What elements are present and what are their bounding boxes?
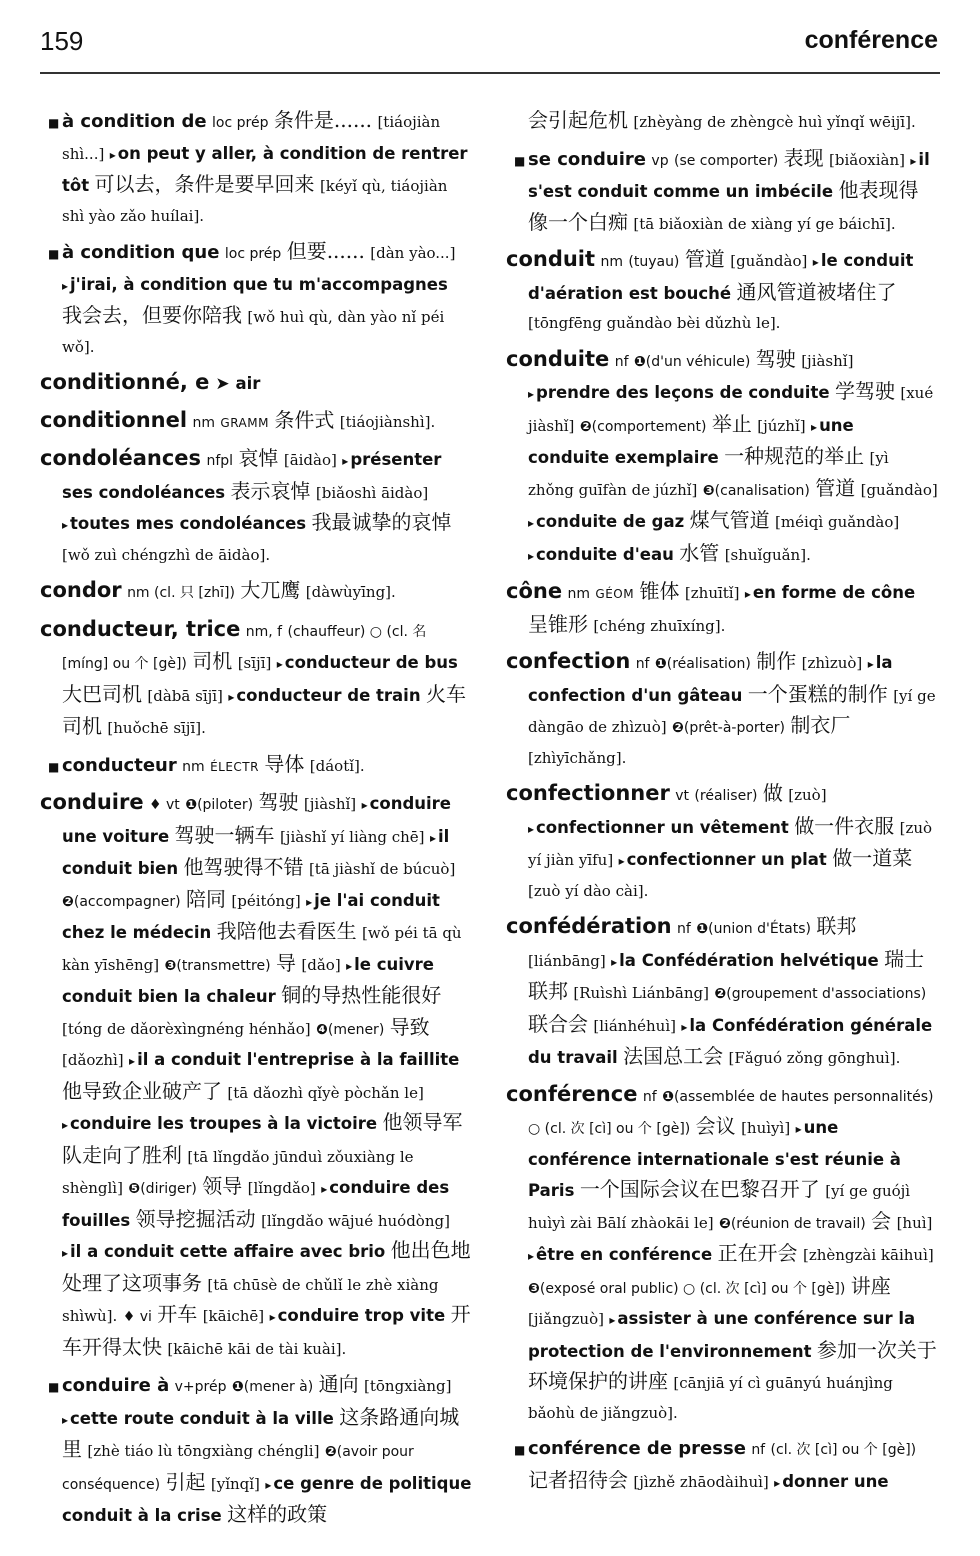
sense-number: ❹ xyxy=(316,1021,328,1038)
pinyin: [sījī] xyxy=(237,654,272,672)
sub-entry-marker: ■ xyxy=(514,153,526,168)
example: ▸ ce genre de politique conduit à la crise xyxy=(62,1474,471,1526)
translation: 举止 xyxy=(711,411,752,436)
example-translation: 可以去，条件是要早回来 xyxy=(94,172,315,196)
entry-conducteur-trice xyxy=(40,615,472,744)
example-translation: 火车司机 xyxy=(62,681,466,738)
example-translation: 煤气管道 xyxy=(689,508,770,532)
pinyin: [jiàshǐ] xyxy=(303,795,357,813)
example-pinyin: [tā jiàshǐ de búcuò] xyxy=(308,860,456,878)
translation: 制作 xyxy=(756,649,797,673)
pinyin: [jiǎngzuò] xyxy=(528,1310,604,1328)
translation: 管道 xyxy=(684,247,725,271)
example: ▸ j'irai, à condition que tu m'accompagnes xyxy=(62,275,448,294)
grammar-label: nfpl xyxy=(206,453,234,469)
pinyin: [liánhéhuì] xyxy=(593,1016,676,1035)
sense-number: ❶ xyxy=(662,1088,674,1105)
translation: 但要...... xyxy=(286,239,365,263)
example-pinyin: [shuǐguǎn]. xyxy=(724,545,811,564)
pinyin: [zhìyīchǎng]. xyxy=(528,748,627,767)
example: ▸ le conduit d'aération est bouché xyxy=(528,251,913,303)
headword: conditionné, e xyxy=(40,370,210,394)
sense-number: ❶ xyxy=(654,656,667,672)
example-pinyin: [lǐngdǎo wājué huódòng] xyxy=(261,1211,450,1230)
pinyin: [tiáojiàn shì...] xyxy=(62,113,441,163)
sense-note: (avoir pour conséquence) xyxy=(62,1444,414,1493)
sense-number: ❶ xyxy=(185,797,198,813)
entry-cone xyxy=(506,577,938,641)
headword: confectionner xyxy=(506,781,670,805)
example: ▸ il s'est conduit comme un imbécile xyxy=(528,150,930,202)
pinyin: [kāichē] xyxy=(202,1307,265,1325)
grammar-label: nm xyxy=(182,758,205,775)
entry-confectionner xyxy=(506,779,938,906)
headword: conducteur, trice xyxy=(40,616,241,641)
sub-entry-marker: ■ xyxy=(48,247,60,261)
pinyin: [dàwùyīng]. xyxy=(305,583,396,601)
translation: 哀悼 xyxy=(238,446,279,470)
sense-number: ❷ xyxy=(672,720,684,736)
example-pinyin: [wǒ huì qù, dàn yào nǐ péi wǒ]. xyxy=(62,308,445,356)
pinyin: [biǎoxiàn] xyxy=(829,150,905,169)
example: ▸ le cuivre conduit bien la chaleur xyxy=(62,955,434,1007)
example-pinyin: [biǎoshì āidào] xyxy=(315,483,429,502)
headword: à condition que xyxy=(62,242,220,263)
example: ▸ conducteur de train xyxy=(228,686,420,705)
field-label: GRAMM xyxy=(220,415,269,430)
example-translation: 大巴司机 xyxy=(62,681,142,706)
sense-note: (accompagner) xyxy=(73,893,181,910)
pinyin: [zhèyàng de zhèngcè huì yǐnqǐ wēijī]. xyxy=(633,113,916,131)
example-pinyin: [zhè tiáo lù tōngxiàng chéngli] xyxy=(87,1442,320,1460)
example: ▸ conduire trop vite xyxy=(270,1306,446,1325)
example-translation: 他导致企业破产了 xyxy=(62,1078,222,1103)
sense-note: (groupement d'associations) xyxy=(726,986,927,1002)
example-pinyin: [tā dǎozhì qǐyè pòchǎn le] xyxy=(227,1083,424,1102)
example-pinyin: [tā chūsè de chǔlǐ le zhè xiàng shìwù]. xyxy=(62,1275,439,1325)
translation: 联邦 xyxy=(816,914,857,938)
headword: conférence de presse xyxy=(528,1438,746,1459)
example: ▸ conduire les troupes à la victoire xyxy=(62,1114,377,1133)
grammar-label: nm xyxy=(600,254,623,270)
example-translation: 开车开得太快 xyxy=(62,1302,471,1359)
sense-note: (exposé oral public) ○ (cl. 次 [cì] ou 个 [gè]) xyxy=(539,1280,846,1297)
entry-a-condition-que xyxy=(40,237,472,362)
sense-note: (se comporter) xyxy=(673,152,779,169)
headword: conducteur xyxy=(62,754,177,776)
grammar-label: nm xyxy=(567,586,590,602)
headword: cône xyxy=(506,579,563,603)
headword: condoléances xyxy=(40,446,202,470)
sense-note: (tuyau) xyxy=(628,254,680,270)
pinyin: [āidào] xyxy=(283,451,337,469)
translation: 制衣厂 xyxy=(790,713,851,737)
example: ▸ la Confédération générale du travail xyxy=(528,1016,932,1068)
example-translation: 我最诚挚的哀悼 xyxy=(311,510,452,534)
sense-note: (union d'États) xyxy=(708,921,811,937)
translation: 管道 xyxy=(815,475,856,500)
right-column xyxy=(506,106,938,1504)
example-translation: 他出色地处理了这项事务 xyxy=(62,1238,471,1295)
example-translation: 他表现得像一个白痴 xyxy=(528,178,919,234)
example-pinyin: [huǒchē sījī]. xyxy=(107,719,206,737)
example: ▸ toutes mes condoléances xyxy=(62,514,306,533)
example: ▸ confectionner un vêtement xyxy=(528,818,789,837)
translation: 会议 xyxy=(695,1114,736,1138)
sense-number: ❷ xyxy=(579,418,592,435)
sub-entry-marker: ■ xyxy=(48,1380,60,1394)
grammar-label: loc prép xyxy=(212,115,269,131)
sense-note: (piloter) xyxy=(197,797,254,813)
example: ▸ conduire une voiture xyxy=(62,794,451,846)
translation: 导体 xyxy=(264,751,305,776)
sense-number: ❶ xyxy=(633,353,646,370)
sense-number: ❷ xyxy=(714,986,727,1002)
example-translation: 水管 xyxy=(679,540,720,565)
sense-number: ❸ xyxy=(164,957,177,974)
example-pinyin: [dàbā sījī] xyxy=(147,686,223,705)
pinyin: [jìzhě zhāodàihuì] xyxy=(633,1472,769,1491)
sense-note: (assemblée de hautes personnalités) ○ (cl. 次 [cì] ou 个 [gè]) xyxy=(528,1088,934,1137)
translation: 会 xyxy=(871,1208,892,1233)
entry-conditionne xyxy=(40,368,472,400)
page-number: 159 xyxy=(40,26,84,56)
example-pinyin: [zuò yí dào cài]. xyxy=(528,881,649,900)
example-translation: 表示哀悼 xyxy=(230,478,311,503)
translation: 开车 xyxy=(157,1302,198,1326)
example: ▸ une conférence internationale s'est réunie à Paris xyxy=(528,1118,901,1200)
entry-conduire-a xyxy=(40,1370,472,1532)
sub-entry-marker: ■ xyxy=(48,116,60,130)
headword: conditionnel xyxy=(40,407,188,432)
example: ▸ être en conférence xyxy=(528,1245,712,1264)
example: ▸ conduite d'eau xyxy=(528,545,674,564)
entry-confederation xyxy=(506,912,938,1074)
example: ▸ conduire des fouilles xyxy=(62,1178,449,1230)
example-translation: 参加一次关于环境保护的讲座 xyxy=(528,1337,937,1393)
sense-note: (réunion de travail) xyxy=(730,1215,866,1232)
example: ▸ je l'ai conduit chez le médecin xyxy=(62,891,440,943)
example-pinyin: [wǒ zuì chéngzhì de āidào]. xyxy=(62,545,271,564)
grammar-label: nf xyxy=(677,921,691,937)
example-translation: 学驾驶 xyxy=(834,379,895,403)
example-pinyin: [chéng zhuīxíng]. xyxy=(593,616,726,635)
entry-conduit xyxy=(506,245,938,339)
pinyin: [liánbāng] xyxy=(528,951,606,970)
translation: 通向 xyxy=(318,1372,359,1396)
pinyin: [péitóng] xyxy=(231,891,301,910)
headword: condor xyxy=(40,578,122,602)
pinyin: [yǐnqǐ] xyxy=(210,1474,260,1493)
translation: 联合会 xyxy=(528,1011,588,1036)
example-translation: 做一件衣服 xyxy=(794,813,895,838)
example-pinyin: [tā lǐngdǎo jūnduì zǒuxiàng le shènglì] xyxy=(62,1147,414,1197)
example-pinyin: [tóng de dǎorèxìngnéng hénhǎo] xyxy=(62,1019,311,1038)
headword: confédération xyxy=(506,914,672,938)
example-translation: 瑞士联邦 xyxy=(528,946,925,1003)
headword: conduit xyxy=(506,247,596,271)
sense-note: (comportement) xyxy=(591,418,707,435)
example-pinyin: [méiqì guǎndào] xyxy=(775,513,900,531)
example-pinyin: [yí ge guójì huìyì zài Bālí zhàokāi le] xyxy=(528,1182,911,1232)
example-pinyin: [jiàshǐ yí liàng chē] xyxy=(279,827,425,846)
example-pinyin: [tōngfēng guǎndào bèi dǔzhù le]. xyxy=(528,314,781,332)
pinyin: [dáotǐ]. xyxy=(309,756,365,775)
sense-note: (mener à) xyxy=(243,1379,314,1395)
example-pinyin: [zuò yí jiàn yīfu] xyxy=(528,818,933,869)
translation: 大兀鹰 xyxy=(240,578,301,602)
example: ▸ présenter ses condoléances xyxy=(62,450,441,502)
grammar-label: nm (cl. 只 [zhī]) xyxy=(127,585,235,601)
translation: 司机 xyxy=(192,649,233,673)
headword: se conduire xyxy=(528,148,646,170)
running-head: conférence xyxy=(804,26,938,54)
sense-note: (cl. 次 [cì] ou 个 [gè]) xyxy=(770,1442,917,1458)
example-pinyin: [kāichē kāi de tài kuài]. xyxy=(167,1339,347,1358)
sense-number: ❷ xyxy=(324,1444,337,1460)
pinyin: [júzhǐ] xyxy=(757,416,806,435)
pinyin: [zhuītǐ] xyxy=(684,584,740,602)
example-translation: 通风管道被堵住了 xyxy=(736,279,897,304)
example-translation: 一个国际会议在巴黎召开了 xyxy=(579,1177,820,1201)
headword: confection xyxy=(506,649,631,673)
example: ▸ conduite de gaz xyxy=(528,512,684,531)
sense-note: (prêt-à-porter) xyxy=(683,720,785,736)
translation: 导 xyxy=(275,950,296,975)
example: ▸ cette route conduit à la ville xyxy=(62,1409,334,1428)
pinyin: [zhìzuò] xyxy=(801,654,863,672)
example: ▸ assister à une conférence sur la protection de l'environnement xyxy=(528,1309,915,1361)
sense-note: (d'un véhicule) xyxy=(645,353,751,370)
translation: 引起 xyxy=(165,1469,206,1494)
example-pinyin: [zhèngzài kāihuì] xyxy=(802,1246,934,1264)
pinyin: [huìyì] xyxy=(741,1119,791,1137)
translation: 锥体 xyxy=(639,579,680,603)
example-pinyin: [yí ge dàngāo de zhìzuò] xyxy=(528,686,936,736)
grammar-label: nm, f xyxy=(245,623,283,640)
grammar-label: nf xyxy=(642,1088,657,1105)
pinyin: [tōngxiàng] xyxy=(364,1377,452,1395)
example: ▸ la Confédération helvétique xyxy=(611,951,879,970)
translation: 驾驶 xyxy=(258,790,299,814)
field-label: ÉLECTR xyxy=(210,759,259,774)
pinyin: [dǎozhì] xyxy=(62,1051,124,1069)
entry-conducteur-electr xyxy=(40,750,472,783)
pinyin: [jiàshǐ] xyxy=(801,351,854,370)
pinyin: [zuò] xyxy=(788,786,827,804)
grammar-label: vp xyxy=(651,152,669,169)
sense-note: (chauffeur) ○ (cl. 名 [míng] ou 个 [gè]) xyxy=(62,623,427,672)
entry-se-conduire xyxy=(506,144,938,240)
grammar-label: nm xyxy=(192,414,215,431)
grammar-label: vt xyxy=(675,788,690,804)
example: ▸ prendre des leçons de conduite xyxy=(528,383,830,402)
example-translation: 呈锥形 xyxy=(528,611,588,636)
example-pinyin: [Ruìshì Liánbāng] xyxy=(573,984,709,1002)
example: ▸ en forme de cône xyxy=(745,583,915,602)
sense-note: (mener) xyxy=(327,1021,385,1038)
example-translation: 他领导军队走向了胜利 xyxy=(62,1110,463,1167)
pinyin: [guǎndào] xyxy=(730,252,808,270)
grammar-label: loc prép xyxy=(224,246,282,262)
headword: conduire à xyxy=(62,1375,170,1396)
sense-number: ❶ xyxy=(231,1379,244,1395)
cross-reference: air xyxy=(235,374,261,393)
pinyin: [tiáojiànshì]. xyxy=(339,412,436,431)
entry-a-condition-de xyxy=(40,106,472,231)
example: ▸ on peut y aller, à condition de rentrer tôt xyxy=(62,144,468,196)
left-column xyxy=(40,106,472,1538)
translation: 导致 xyxy=(389,1014,430,1039)
example-translation: 这条路通向城里 xyxy=(62,1404,460,1461)
pinyin: [dǎo] xyxy=(301,955,341,974)
sense-number: ❷ xyxy=(62,893,74,910)
sense-note: (diriger) xyxy=(140,1181,197,1197)
example: ▸ il a conduit l'entreprise à la faillite xyxy=(129,1050,459,1069)
example-translation: 驾驶一辆车 xyxy=(174,822,275,847)
pinyin: [guǎndào] xyxy=(860,480,938,499)
entry-conference-de-presse xyxy=(506,1434,938,1498)
entry-condor xyxy=(40,576,472,609)
example: ▸ il a conduit cette affaire avec brio xyxy=(62,1242,385,1261)
translation: 领导 xyxy=(202,1174,243,1198)
translation: 条件式 xyxy=(274,407,335,432)
cross-reference-arrow-icon: ➤ xyxy=(209,374,236,394)
entry-conduite xyxy=(506,345,938,572)
sense-number: ❺ xyxy=(128,1181,141,1197)
example-translation: 法国总工会 xyxy=(623,1044,724,1068)
sense-number: ❸ xyxy=(528,1280,540,1297)
translation: 记者招待会 xyxy=(528,1467,628,1492)
example-pinyin: [wǒ péi tā qù kàn yīshēng] xyxy=(62,924,462,974)
example-pinyin: [xué jiàshǐ] xyxy=(528,384,934,435)
grammar-label: ♦ vi xyxy=(122,1309,152,1325)
example-pinyin: [Fǎguó zǒng gōnghuì]. xyxy=(728,1049,901,1067)
header-rule xyxy=(40,72,940,74)
example-pinyin: [yì zhǒng guīfàn de júzhǐ] xyxy=(528,449,889,499)
example-translation: 一种规范的举止 xyxy=(724,444,865,468)
example: ▸ il conduit bien xyxy=(62,827,449,879)
example-translation: 我会去，但要你陪我 xyxy=(62,303,242,327)
example-pinyin: [cānjiā yí cì guānyú huánjìng bǎohù de jiǎngzuò]. xyxy=(528,1374,893,1422)
sense-note: (réalisation) xyxy=(666,656,751,672)
sub-entry-marker: ■ xyxy=(514,1443,526,1457)
example-translation: 我陪他去看医生 xyxy=(216,919,357,943)
entry-conference xyxy=(506,1080,938,1429)
entry-conduire xyxy=(40,788,472,1364)
example: ▸ la confection d'un gâteau xyxy=(528,653,893,705)
sense-note: (canalisation) xyxy=(714,482,810,499)
example: ▸ donner une xyxy=(774,1472,888,1491)
headword: conduire xyxy=(40,790,144,814)
translation: 表现 xyxy=(783,145,824,170)
example-translation: 铜的导热性能很好 xyxy=(281,983,442,1007)
grammar-label: nf xyxy=(751,1442,766,1458)
headword: à condition de xyxy=(62,111,207,132)
entry-condoleances xyxy=(40,444,472,570)
example: ▸ une conduite exemplaire xyxy=(528,416,854,468)
field-label: GÉOM xyxy=(595,587,635,601)
sense-note: (transmettre) xyxy=(176,957,271,974)
translation: 条件是...... xyxy=(273,108,373,132)
sub-entry-marker: ■ xyxy=(48,759,60,774)
headword: conduite xyxy=(506,346,610,371)
sense-number: ❶ xyxy=(696,921,709,937)
example-pinyin: [kéyǐ qù, tiáojiàn shì yào zǎo huílai]. xyxy=(62,177,448,225)
grammar-label: nf xyxy=(635,656,650,672)
entry-continuation xyxy=(506,106,938,138)
example: ▸ confectionner un plat xyxy=(619,850,827,869)
example-translation: 做一道菜 xyxy=(832,846,913,870)
example: ▸ conducteur de bus xyxy=(277,653,458,672)
translation: 会引起危机 xyxy=(528,108,628,132)
entry-conditionnel xyxy=(40,406,472,439)
example-translation: 这样的政策 xyxy=(227,1502,328,1526)
example-translation: 一个蛋糕的制作 xyxy=(747,681,888,706)
example-translation: 他驾驶得不错 xyxy=(183,855,304,879)
grammar-label: ♦ vt xyxy=(149,797,180,813)
example-translation: 正在开会 xyxy=(717,1241,798,1265)
pinyin: [lǐngdǎo] xyxy=(247,1179,316,1197)
sense-number: ❷ xyxy=(718,1215,731,1232)
example-pinyin: [tā biǎoxiàn de xiàng yí ge báichī]. xyxy=(633,214,896,233)
sense-number: ❸ xyxy=(702,482,715,499)
translation: 驾驶 xyxy=(755,346,796,371)
translation: 陪同 xyxy=(185,886,226,911)
translation: 讲座 xyxy=(850,1273,891,1298)
grammar-label: v+prép xyxy=(174,1379,227,1395)
translation: 做 xyxy=(762,781,783,805)
entry-confection xyxy=(506,647,938,773)
grammar-label: nf xyxy=(614,353,629,370)
sense-note: (réaliser) xyxy=(694,788,758,804)
headword: conférence xyxy=(506,1081,638,1106)
example-translation: 领导挖掘活动 xyxy=(135,1206,256,1231)
pinyin: [huì] xyxy=(896,1213,933,1232)
pinyin: [dàn yào...] xyxy=(370,244,456,262)
